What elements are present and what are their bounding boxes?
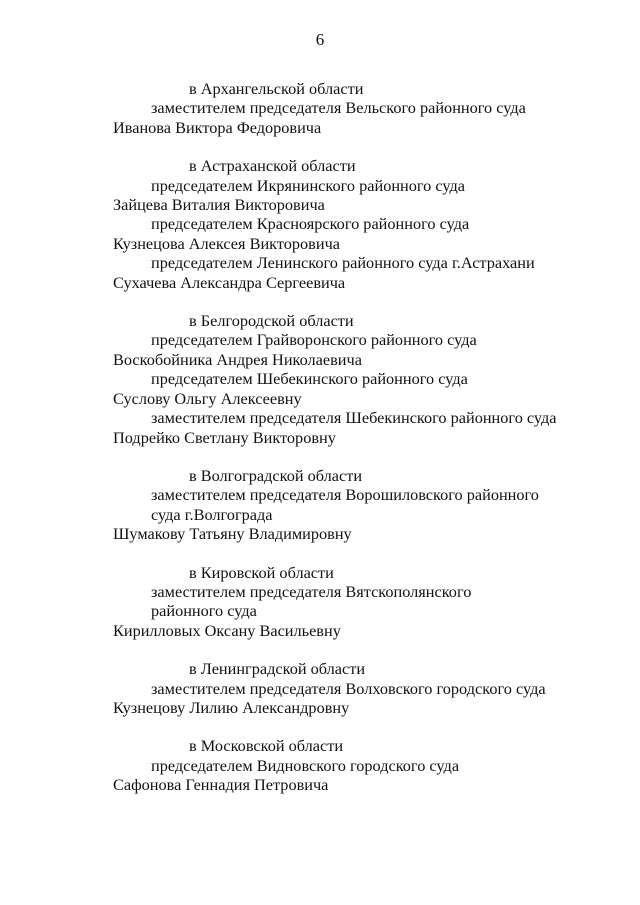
appointee-name: Зайцева Виталия Викторовича xyxy=(113,195,325,215)
appointee-name: Иванова Виктора Федоровича xyxy=(113,117,322,137)
region-block xyxy=(113,79,583,137)
appointee-name: Кирилловых Оксану Васильевну xyxy=(113,620,341,640)
appointment-position: заместителем председателя Вятскополянского xyxy=(151,581,472,601)
appointee-name: Кузнецову Лилию Александровну xyxy=(113,697,350,717)
region-block xyxy=(113,736,583,794)
region-block xyxy=(113,156,583,292)
appointment-position: заместителем председателя Вельского районного суда xyxy=(151,98,526,118)
region-title: в Волгоградской области xyxy=(189,465,363,485)
appointment-position: заместителем председателя Волховского городского суда xyxy=(151,678,546,698)
appointment-position: председателем Красноярского районного суда xyxy=(151,214,470,234)
appointee-name: Сухачева Александра Сергеевича xyxy=(113,272,346,292)
appointee-name: Шумакову Татьяну Владимировну xyxy=(113,524,352,544)
page-number: 6 xyxy=(315,30,325,49)
appointee-name: Воскобойника Андрея Николаевича xyxy=(113,349,362,369)
appointment-position: председателем Шебекинского районного суда xyxy=(151,369,468,389)
appointment-position: председателем Икрянинского районного суда xyxy=(151,175,466,195)
appointee-name: Кузнецова Алексея Викторовича xyxy=(113,233,340,253)
region-block xyxy=(113,311,583,447)
appointment-position: заместителем председателя Ворошиловского районного xyxy=(151,485,539,505)
appointment-position: председателем Грайворонского районного суда xyxy=(151,330,477,350)
region-title: в Белгородской области xyxy=(189,311,354,331)
appointment-position: председателем Видновского городского суда xyxy=(151,755,460,775)
region-block xyxy=(113,563,583,641)
region-title: в Астраханской области xyxy=(189,156,356,176)
appointment-position: суда г.Волгограда xyxy=(151,504,273,524)
appointee-name: Подрейко Светлану Викторовну xyxy=(113,427,336,447)
appointment-position: председателем Ленинского районного суда г.Астрахани xyxy=(151,253,535,273)
appointee-name: Суслову Ольгу Алексеевну xyxy=(113,388,302,408)
region-title: в Московской области xyxy=(189,736,344,756)
region-block xyxy=(113,466,583,544)
region-title: в Архангельской области xyxy=(189,79,364,98)
region-block xyxy=(113,659,583,717)
appointee-name: Сафонова Геннадия Петровича xyxy=(113,775,329,795)
region-title: в Ленинградской области xyxy=(189,659,366,679)
appointment-position: заместителем председателя Шебекинского районного суда xyxy=(151,408,557,428)
region-title: в Кировской области xyxy=(189,562,334,582)
appointment-position: районного суда xyxy=(151,601,257,621)
appointments-list xyxy=(113,79,583,814)
